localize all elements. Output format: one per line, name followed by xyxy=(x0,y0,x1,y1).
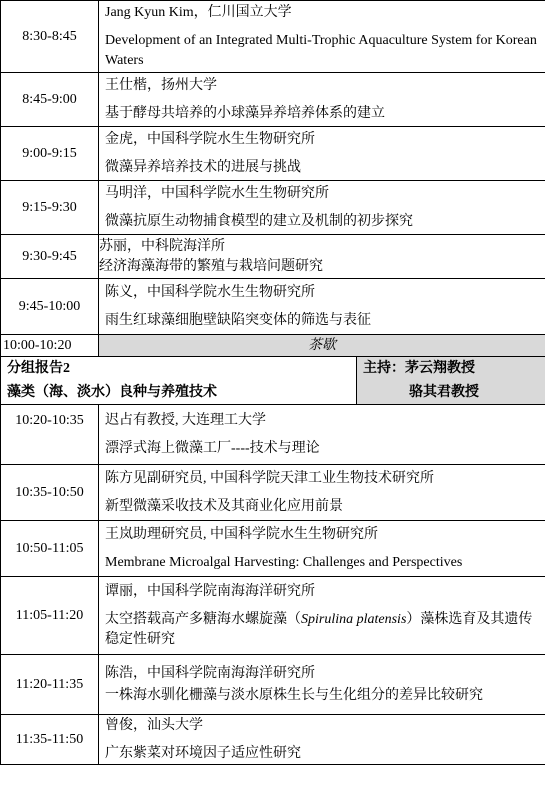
talk-title: 一株海水驯化栅藻与淡水原株生长与生化组分的差异比较研究 xyxy=(105,687,483,703)
talk-title-pre: 太空搭载高产多糖海水螺旋藻（ xyxy=(105,611,301,627)
species-name: Spirulina platensis xyxy=(301,611,407,627)
talk-title: 基于酵母共培养的小球藻异养培养体系的建立 xyxy=(105,105,385,121)
speaker: 陈义，中国科学院水生生物研究所 xyxy=(105,284,315,300)
talk-title: 漂浮式海上微藻工厂----技术与理论 xyxy=(105,440,320,456)
talk-cell xyxy=(99,715,545,765)
talk-title: 微藻抗原生动物捕食模型的建立及机制的初步探究 xyxy=(105,213,413,229)
section-heading: 分组报告2 xyxy=(7,360,70,376)
break-row xyxy=(1,335,545,357)
host-cell xyxy=(357,357,545,405)
time-slot: 10:20-10:35 xyxy=(1,405,99,465)
table-row xyxy=(1,521,545,577)
table-row xyxy=(1,465,545,521)
speaker: 王岚助理研究员, 中国科学院水生生物研究所 xyxy=(105,526,378,542)
talk-cell xyxy=(99,279,545,335)
section-subtitle: 藻类（海、淡水）良种与养殖技术 xyxy=(7,384,217,400)
host-second: 骆其君教授 xyxy=(409,384,479,400)
talk-title-post: ）藻株选育及其遗传稳定性研究 xyxy=(105,611,533,647)
speaker: 金虎，中国科学院水生生物研究所 xyxy=(105,131,315,147)
table-row xyxy=(1,577,545,655)
section-header-row xyxy=(1,357,545,405)
talk-cell xyxy=(99,655,545,715)
talk-title: Development of an Integrated Multi-Trophic Aquaculture System for Korean Waters xyxy=(105,32,537,68)
table-row xyxy=(1,73,545,127)
time-slot: 8:45-9:00 xyxy=(1,73,99,127)
talk-title: 广东紫菜对环境因子适应性研究 xyxy=(105,745,301,761)
speaker: 苏丽，中科院海洋所 xyxy=(99,238,225,254)
time-slot: 11:05-11:20 xyxy=(1,577,99,655)
table-row xyxy=(1,181,545,235)
time-slot: 9:15-9:30 xyxy=(1,181,99,235)
speaker: 迟占有教授, 大连理工大学 xyxy=(105,412,266,428)
talk-title: Membrane Microalgal Harvesting: Challenges and Perspectives xyxy=(105,554,463,570)
talk-title: 微藻异养培养技术的进展与挑战 xyxy=(105,159,301,175)
speaker: 王仕楷，扬州大学 xyxy=(105,77,217,93)
break-label: 茶歇 xyxy=(99,335,545,357)
talk-cell xyxy=(99,577,545,655)
talk-title xyxy=(105,610,539,650)
talk-cell xyxy=(99,465,545,521)
table-row xyxy=(1,715,545,765)
table-row xyxy=(1,405,545,465)
talk-cell xyxy=(99,73,545,127)
talk-cell xyxy=(99,1,545,73)
table-row xyxy=(1,235,545,279)
speaker: 谭丽，中国科学院南海海洋研究所 xyxy=(105,583,315,599)
table-row xyxy=(1,1,545,73)
time-slot: 10:50-11:05 xyxy=(1,521,99,577)
break-time: 10:00-10:20 xyxy=(1,335,99,357)
host-label: 主持：茅云翔教授 xyxy=(363,360,475,376)
speaker: 曾俊，汕头大学 xyxy=(105,717,203,733)
talk-cell xyxy=(99,405,545,465)
speaker: 马明洋，中国科学院水生生物研究所 xyxy=(105,185,329,201)
time-slot: 9:45-10:00 xyxy=(1,279,99,335)
talk-title: 新型微藻采收技术及其商业化应用前景 xyxy=(105,498,343,514)
table-row xyxy=(1,127,545,181)
section-title-cell xyxy=(1,357,357,405)
table-row xyxy=(1,655,545,715)
speaker: 陈方见副研究员, 中国科学院天津工业生物技术研究所 xyxy=(105,470,434,486)
time-slot: 8:30-8:45 xyxy=(1,1,99,73)
talk-title: 雨生红球藻细胞壁缺陷突变体的筛选与表征 xyxy=(105,312,371,328)
talk-cell xyxy=(99,127,545,181)
time-slot: 9:30-9:45 xyxy=(1,235,99,279)
speaker: Jang Kyun Kim，仁川国立大学 xyxy=(105,4,292,20)
time-slot: 10:35-10:50 xyxy=(1,465,99,521)
time-slot: 9:00-9:15 xyxy=(1,127,99,181)
talk-title: 经济海藻海带的繁殖与栽培问题研究 xyxy=(99,258,323,274)
time-slot: 11:35-11:50 xyxy=(1,715,99,765)
time-slot: 11:20-11:35 xyxy=(1,655,99,715)
talk-cell xyxy=(99,521,545,577)
talk-cell xyxy=(99,235,545,279)
speaker: 陈浩，中国科学院南海海洋研究所 xyxy=(105,665,315,681)
talk-cell xyxy=(99,181,545,235)
table-row xyxy=(1,279,545,335)
